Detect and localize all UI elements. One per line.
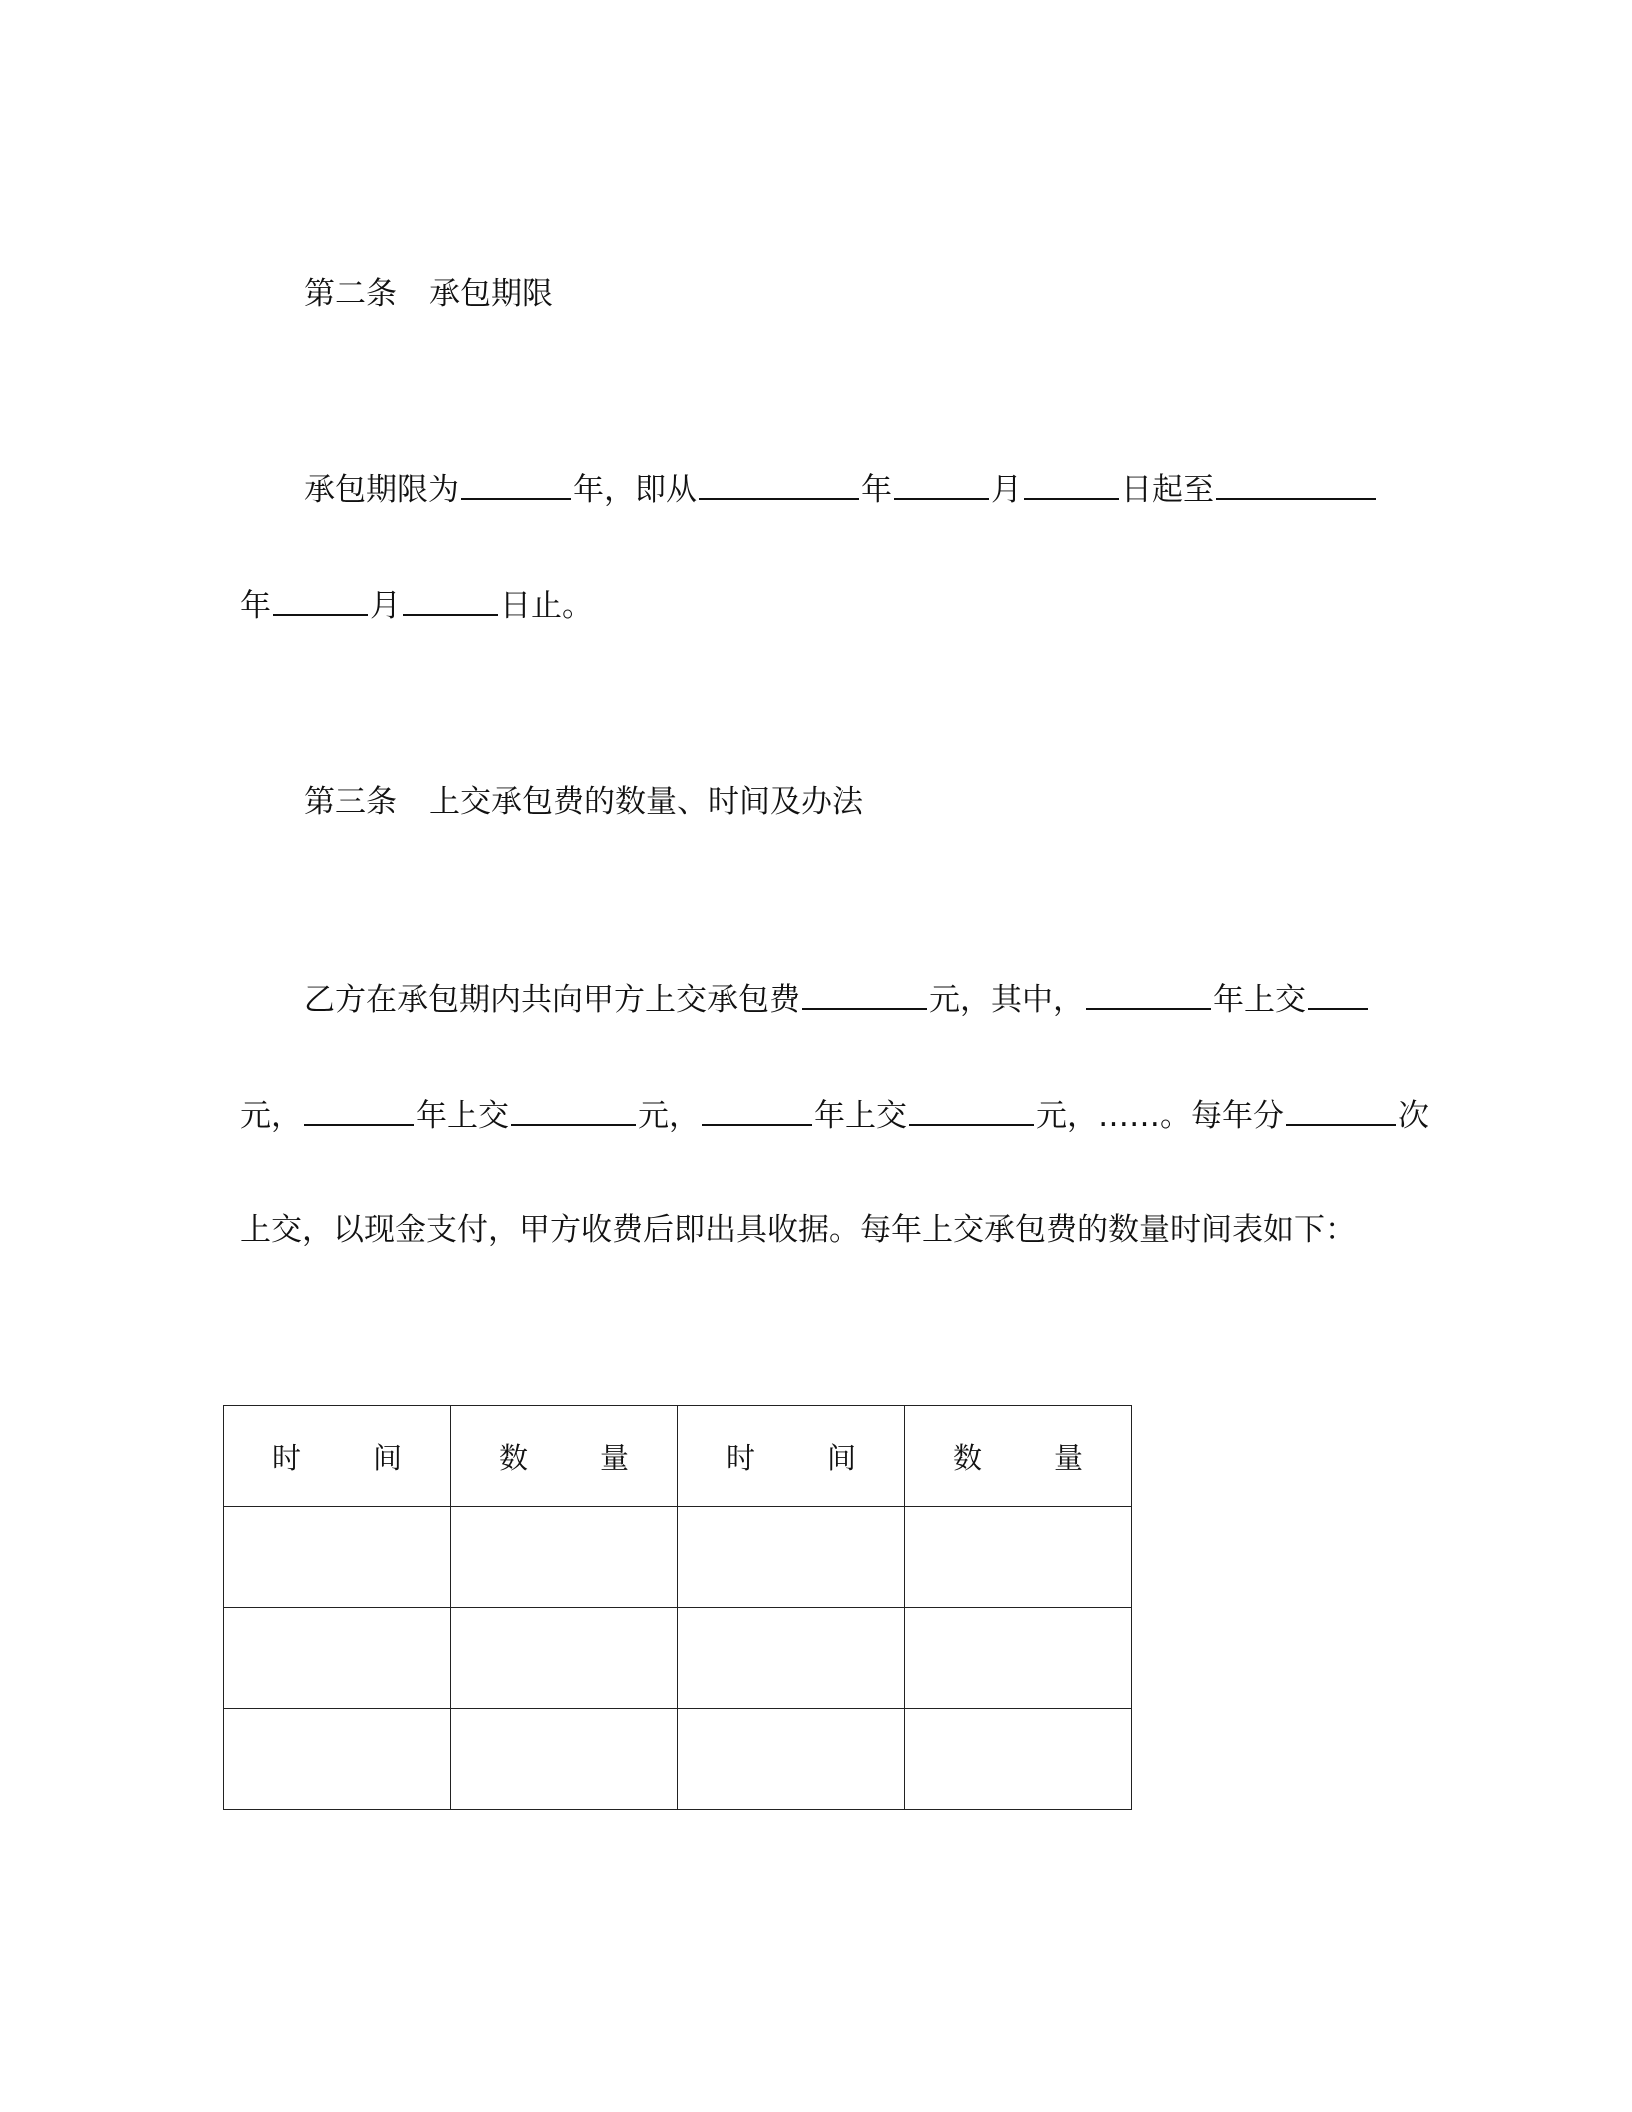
header-char: 时 <box>725 1440 755 1475</box>
table-cell <box>451 1507 678 1608</box>
article-3-number: 第三条 <box>304 784 397 820</box>
table-row <box>224 1709 1132 1810</box>
table-cell <box>905 1507 1132 1608</box>
fee-text: 元， <box>638 1098 700 1134</box>
blank-installments <box>1286 1096 1396 1126</box>
term-line-2 <box>240 586 593 626</box>
fee-line-2 <box>240 1096 1429 1136</box>
term-text: 月 <box>370 588 401 624</box>
term-line-1 <box>304 470 1378 510</box>
header-char: 时 <box>271 1440 301 1475</box>
blank-amount-2 <box>511 1096 636 1126</box>
term-text: 年 <box>240 588 271 624</box>
blank-year-1 <box>1086 980 1211 1010</box>
fee-text: 乙方在承包期内共向甲方上交承包费 <box>304 982 800 1018</box>
blank-amount-1 <box>1308 980 1368 1010</box>
table-cell <box>224 1608 451 1709</box>
blank-amount-3 <box>909 1096 1034 1126</box>
article-2-number: 第二条 <box>304 276 397 312</box>
term-text: 年 <box>861 472 892 508</box>
table-cell <box>451 1709 678 1810</box>
header-char: 数 <box>498 1440 528 1475</box>
header-char: 间 <box>373 1440 403 1475</box>
fee-text: 次 <box>1398 1098 1429 1134</box>
header-cell-quantity <box>905 1406 1132 1507</box>
article-2-title: 承包期限 <box>429 276 553 312</box>
table-cell <box>905 1709 1132 1810</box>
blank-end-month <box>273 586 368 616</box>
blank-start-year <box>699 470 859 500</box>
blank-total-fee <box>802 980 927 1010</box>
header-cell-quantity <box>451 1406 678 1507</box>
table-cell <box>905 1608 1132 1709</box>
header-char: 量 <box>1054 1440 1084 1475</box>
table-cell <box>678 1608 905 1709</box>
table-cell <box>224 1709 451 1810</box>
table-cell <box>224 1507 451 1608</box>
blank-years <box>461 470 571 500</box>
term-text: 日起至 <box>1121 472 1214 508</box>
term-text: 承包期限为 <box>304 472 459 508</box>
header-char: 数 <box>952 1440 982 1475</box>
table-row <box>224 1608 1132 1709</box>
table-cell <box>678 1709 905 1810</box>
fee-text: 元，……。每年分 <box>1036 1098 1284 1134</box>
table-cell <box>451 1608 678 1709</box>
table-row <box>224 1507 1132 1608</box>
term-text: 月 <box>991 472 1022 508</box>
table-header-row <box>224 1406 1132 1507</box>
article-2-heading <box>304 274 553 314</box>
fee-text: 年上交 <box>1213 982 1306 1018</box>
blank-start-day <box>1024 470 1119 500</box>
table-cell <box>678 1507 905 1608</box>
header-cell-time <box>224 1406 451 1507</box>
fee-text: 元， <box>240 1098 302 1134</box>
blank-start-month <box>894 470 989 500</box>
article-3-title: 上交承包费的数量、时间及办法 <box>429 784 863 820</box>
header-cell-time <box>678 1406 905 1507</box>
fee-text: 年上交 <box>814 1098 907 1134</box>
header-char: 量 <box>600 1440 630 1475</box>
blank-end-day <box>403 586 498 616</box>
article-3-heading <box>304 782 863 822</box>
fee-schedule-table <box>223 1405 1132 1810</box>
term-text: 年，即从 <box>573 472 697 508</box>
fee-text: 年上交 <box>416 1098 509 1134</box>
blank-year-2 <box>304 1096 414 1126</box>
blank-year-3 <box>702 1096 812 1126</box>
header-char: 间 <box>827 1440 857 1475</box>
blank-end-year <box>1216 470 1376 500</box>
fee-text: 元，其中， <box>929 982 1084 1018</box>
fee-line-1 <box>304 980 1370 1020</box>
fee-line-3: 上交，以现金支付，甲方收费后即出具收据。每年上交承包费的数量时间表如下： <box>240 1212 1356 1248</box>
term-text: 日止。 <box>500 588 593 624</box>
